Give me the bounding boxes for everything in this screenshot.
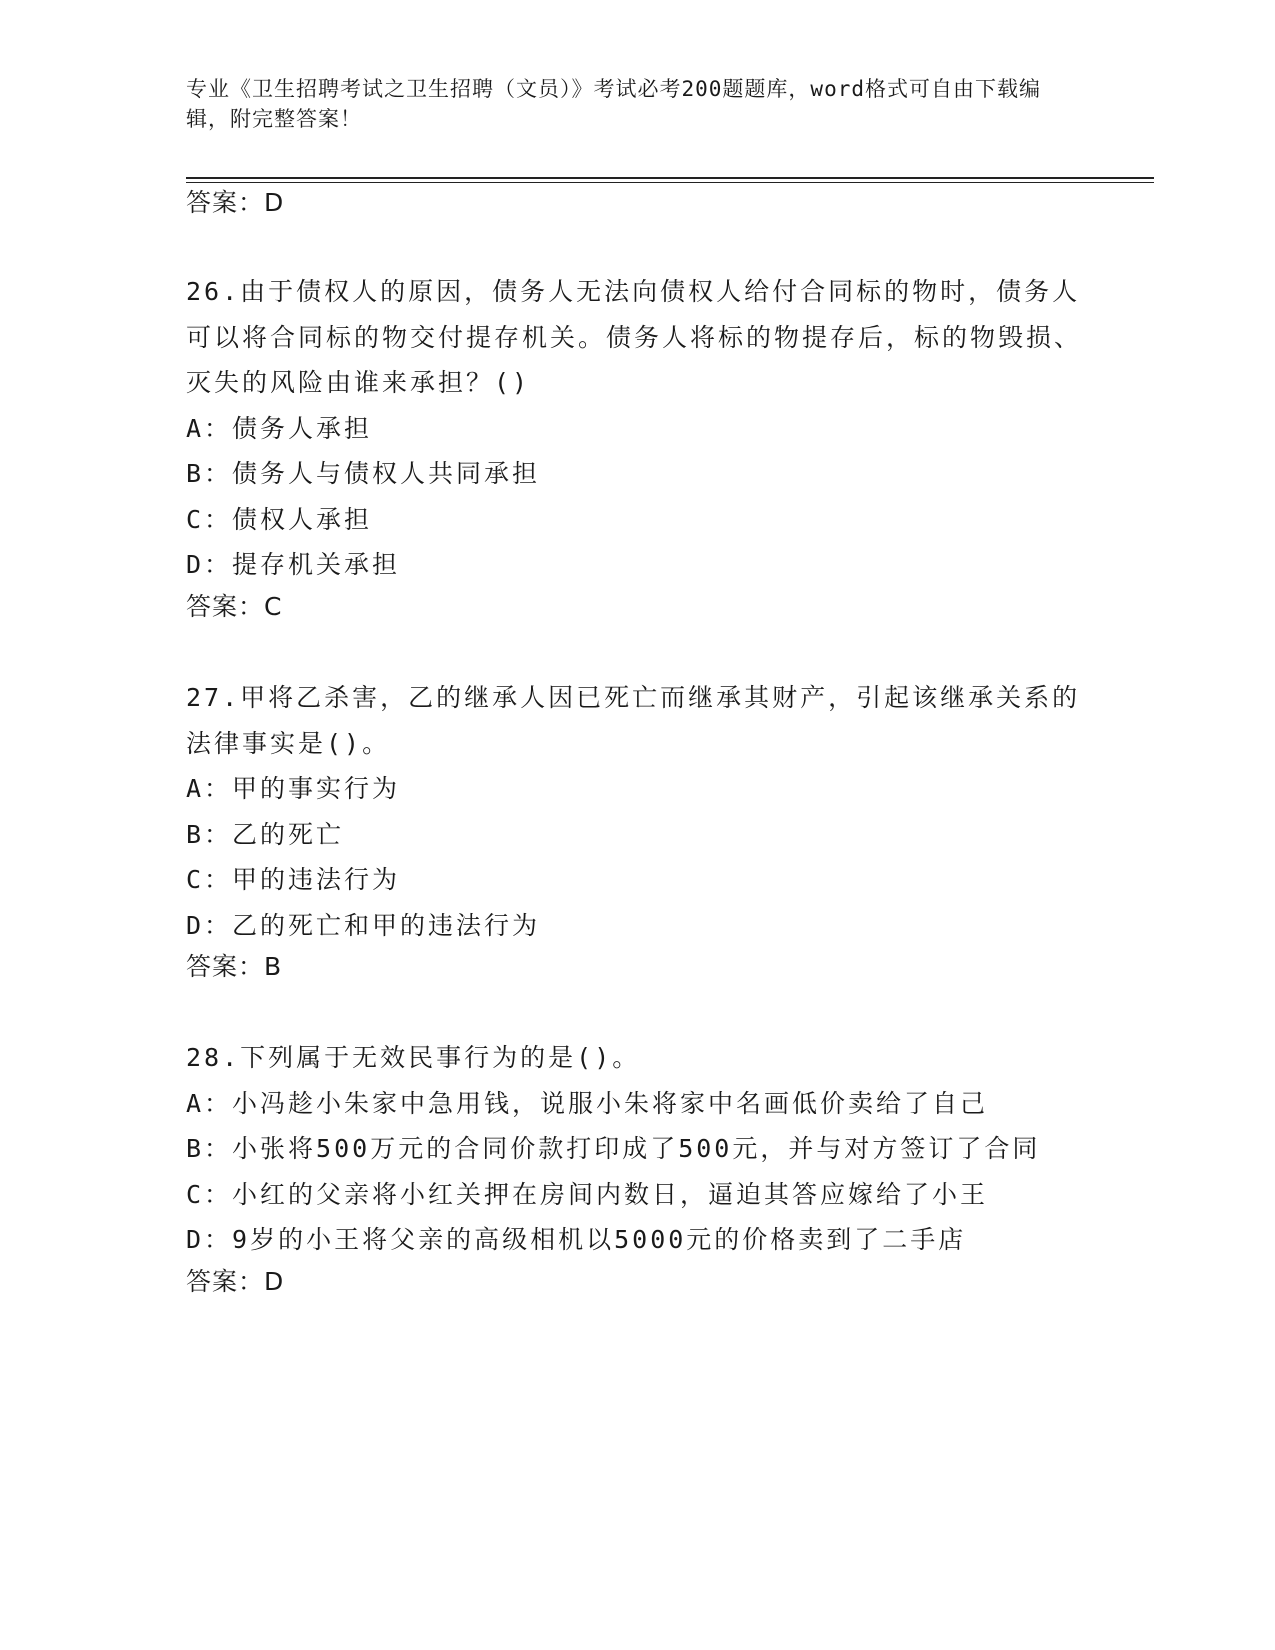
question-26 [186, 269, 1086, 588]
option-b: B：小张将500万元的合同价款打印成了500元，并与对方签订了合同 [186, 1134, 1041, 1163]
previous-answer: 答案：D [186, 188, 285, 217]
answer-28: 答案：D [186, 1267, 285, 1296]
header-divider-thick [186, 177, 1154, 179]
question-stem: 28.下列属于无效民事行为的是()。 [186, 1043, 641, 1072]
header-divider-thin [186, 182, 1154, 183]
option-a: A：小冯趁小朱家中急用钱，说服小朱将家中名画低价卖给了自己 [186, 1088, 989, 1118]
answer-26: 答案：C [186, 592, 283, 621]
option-d: D：9岁的小王将父亲的高级相机以5000元的价格卖到了二手店 [186, 1225, 967, 1254]
option-d: D：乙的死亡和甲的违法行为 [186, 910, 541, 940]
question-stem: 26.由于债权人的原因，债务人无法向债权人给付合同标的物时，债务人可以将合同标的物交付提存机关。债务人将标的物提存后，标的物毁损、灭失的风险由谁来承担？() [186, 277, 1083, 397]
question-28 [186, 1035, 1086, 1263]
option-c: C：债权人承担 [186, 504, 373, 534]
question-27 [186, 675, 1086, 948]
option-a: A：债务人承担 [186, 413, 373, 443]
option-c: C：小红的父亲将小红关押在房间内数日，逼迫其答应嫁给了小王 [186, 1179, 989, 1209]
document-header: 专业《卫生招聘考试之卫生招聘（文员）》考试必考200题题库，word格式可自由下载编辑，附完整答案！ [186, 77, 1041, 131]
option-c: C：甲的违法行为 [186, 865, 401, 894]
option-a: A：甲的事实行为 [186, 774, 401, 803]
question-stem: 27.甲将乙杀害，乙的继承人因已死亡而继承其财产，引起该继承关系的法律事实是()。 [186, 683, 1081, 758]
option-b: B：债务人与债权人共同承担 [186, 459, 541, 488]
answer-27: 答案：B [186, 952, 283, 981]
option-b: B：乙的死亡 [186, 819, 345, 849]
option-d: D：提存机关承担 [186, 550, 401, 579]
